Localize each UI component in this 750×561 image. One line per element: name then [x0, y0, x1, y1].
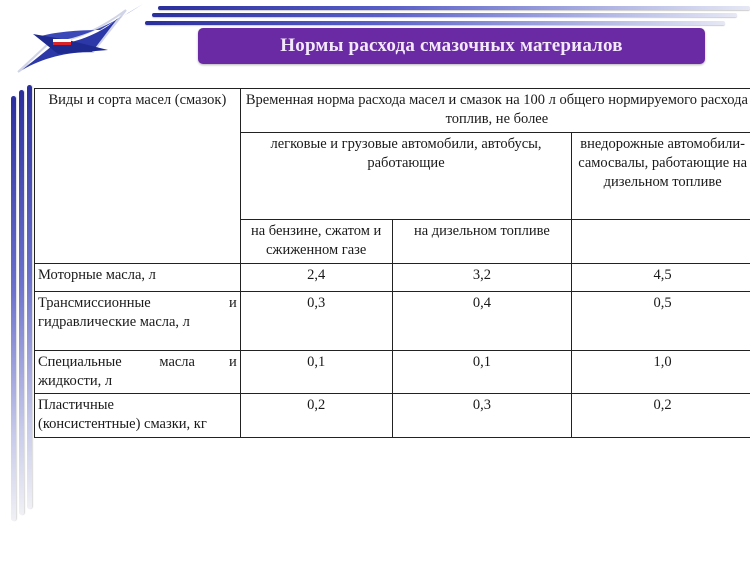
cell-petrol: 0,2 — [240, 394, 392, 438]
decor-stripe-left-3 — [27, 85, 32, 509]
row-name-part: гидравлические масла, л — [38, 314, 190, 330]
row-name-part: и — [229, 295, 237, 311]
row-name — [35, 394, 241, 438]
decor-stripe-top-3 — [145, 21, 725, 25]
header-petrol: на бензине, сжатом и сжиженном газе — [240, 220, 392, 264]
cell-diesel: 0,4 — [392, 292, 572, 351]
row-name-part: Специальные масла — [38, 354, 195, 370]
decor-stripe-top-2 — [152, 13, 737, 17]
decor-stripe-left-2 — [19, 90, 24, 515]
row-name — [35, 351, 241, 394]
cell-diesel: 3,2 — [392, 264, 572, 292]
cell-petrol: 0,3 — [240, 292, 392, 351]
decor-stripe-top-1 — [158, 6, 750, 10]
slide-title: Нормы расхода смазочных материалов — [280, 35, 623, 56]
table-row — [35, 292, 750, 351]
cell-petrol: 0,1 — [240, 351, 392, 394]
row-name-part: (консистентные) смазки, кг — [38, 416, 207, 432]
lubricant-norms-table — [34, 88, 750, 438]
table-row — [35, 351, 750, 394]
cell-offroad: 1,0 — [572, 351, 750, 394]
cell-offroad: 4,5 — [572, 264, 750, 292]
row-name-part: Трансмиссионные — [38, 295, 151, 311]
airplane-logo-icon — [8, 2, 148, 82]
row-name: Моторные масла, л — [35, 264, 241, 292]
cell-offroad: 0,5 — [572, 292, 750, 351]
row-name — [35, 292, 241, 351]
header-diesel: на дизельном топливе — [392, 220, 572, 264]
header-offroad-group: внедорожные автомобили-самосвалы, работающие на дизельном топливе — [572, 133, 750, 220]
cell-offroad: 0,2 — [572, 394, 750, 438]
row-name-part: жидкости, л — [38, 373, 113, 389]
table-row — [35, 264, 750, 292]
decor-stripe-left-1 — [11, 96, 16, 521]
header-type: Виды и сорта масел (смазок) — [35, 89, 241, 264]
header-offroad-sub — [572, 220, 750, 264]
row-name-part: Пластичные — [38, 397, 114, 413]
cell-diesel: 0,3 — [392, 394, 572, 438]
header-norm-group: Временная норма расхода масел и смазок на 100 л общего нормируемого расхода топлив, не более — [240, 89, 750, 133]
cell-petrol: 2,4 — [240, 264, 392, 292]
slide-title-bar — [198, 28, 705, 64]
header-cars-group: легковые и грузовые автомобили, автобусы, работающие — [240, 133, 571, 220]
row-name-part: и — [229, 354, 237, 370]
cell-diesel: 0,1 — [392, 351, 572, 394]
table-row — [35, 394, 750, 438]
